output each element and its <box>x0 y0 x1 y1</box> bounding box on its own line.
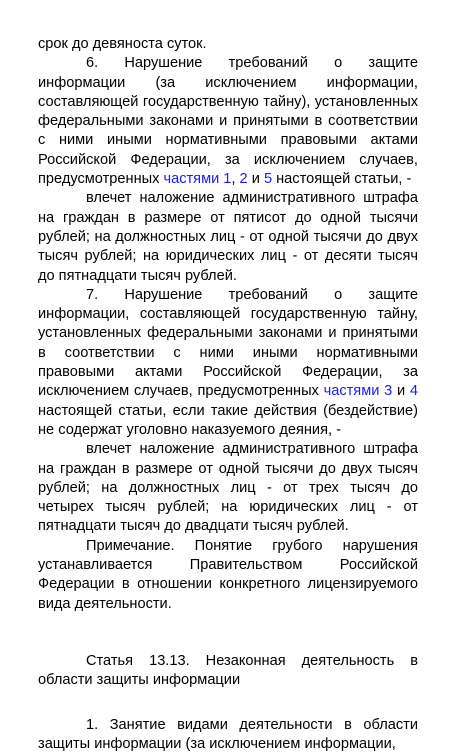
link-part-5[interactable]: 5 <box>264 171 272 187</box>
link-part-4[interactable]: 4 <box>410 383 418 399</box>
paragraph-penalty-7: влечет наложение административного штрафа на граждан в размере от одной тысячи до двух тысяч рублей; на должностных лиц - от трех тысяч до четырех тысяч рублей; на юридических лиц - от пятнадцати тысяч до двадцати тысяч рублей. <box>38 440 418 536</box>
paragraph-article-part-1: 1. Занятие видами деятельности в области защиты информации (за исключением информации, <box>38 716 418 754</box>
paragraph-penalty-6: влечет наложение административного штрафа на граждан в размере от пятисот до одной тысячи рублей; на должностных лиц - от одной тысячи до двух тысяч рублей; на юридических лиц - от десяти тысяч до пятнадцати тысяч рублей. <box>38 189 418 285</box>
paragraph-part-7-text: 7. Нарушение требований о защите информации, составляющей государственную тайну, установленных федеральными законами и принятыми в соответствии с ними иными нормативными правовыми актами Российской Федерации, за исключением случаев, предусмотренных <box>38 287 418 399</box>
link-part-1[interactable]: частями 1 <box>163 171 231 187</box>
paragraph-note: Примечание. Понятие грубого нарушения устанавливается Правительством Российской Федерации в отношении конкретного лицензируемого вида деятельности. <box>38 537 418 614</box>
paragraph-part-6 <box>38 54 418 189</box>
separator: , <box>231 171 239 187</box>
separator: и <box>248 171 264 187</box>
paragraph-continuation: срок до девяноста суток. <box>38 35 418 54</box>
link-part-3[interactable]: частями 3 <box>324 383 393 399</box>
paragraph-part-7-tail: настоящей статьи, если такие действия (бездействие) не содержат уголовно наказуемого деяния, - <box>38 403 418 438</box>
article-heading: Статья 13.13. Незаконная деятельность в области защиты информации <box>38 652 418 691</box>
paragraph-part-6-tail: настоящей статьи, - <box>272 171 411 187</box>
paragraph-part-6-text: 6. Нарушение требований о защите информации (за исключением информации, составляющей государственную тайну), установленных федеральными законами и принятыми в соответствии с ними иными нормативными правовыми актами Российской Федерации, за исключением случаев, предусмотренных <box>38 55 418 187</box>
paragraph-part-7 <box>38 286 418 440</box>
document-page <box>38 35 418 754</box>
link-part-2[interactable]: 2 <box>240 171 248 187</box>
separator: и <box>392 383 410 399</box>
